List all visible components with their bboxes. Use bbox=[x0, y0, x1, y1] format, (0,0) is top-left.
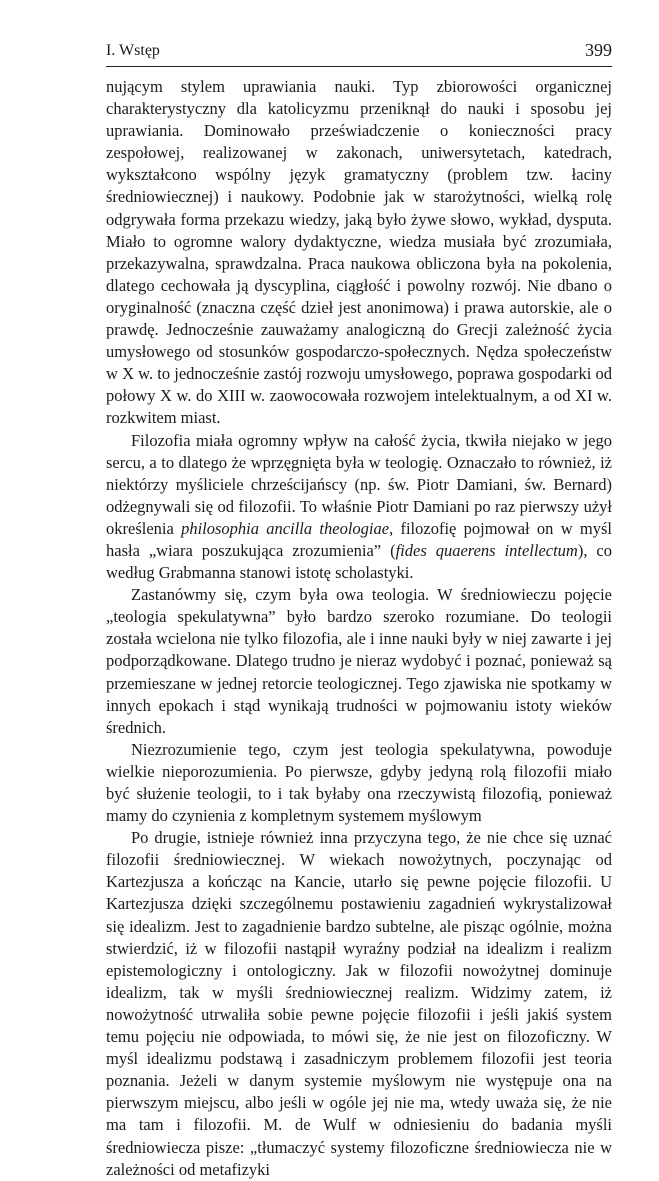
page-number: 399 bbox=[585, 40, 612, 60]
chapter-title: I. Wstęp bbox=[106, 42, 160, 59]
text-segment: nującym stylem uprawiania nauki. Typ zbiorowości organicznej charakterystyczny dla katolicyzmu przeniknął do nauki i sposobu jej uprawiania. Dominowało przeświadczenie o konieczności pracy zespołowej, realizowanej w zakonach, uniwersytetach, katedrach, wykształcono wspólny język gramatyczny (problem tzw. łaciny średniowiecznej) i naukowy. Podobnie jak w starożytności, wielką rolę odgrywała forma przekazu wiedzy, jaką było żywe słowo, wykład, dysputa. Miało to ogromne walory dydaktyczne, wiedza musiała być zrozumiała, przekazywalna, sprawdzalna. Praca naukowa obliczona była na pokolenia, dlatego cechowała ją dyscyplina, ciągłość i powolny rozwój. Nie dbano o oryginalność (znaczna część dzieł jest anonimowa) i prawa autorskie, ale o prawdę. Jednocześnie zauważamy analogiczną do Grecji zależność życia umysłowego od stosunków gospodarczo-społecznych. Nędza społeczeństw w X w. to jednocześnie zastój rozwoju umysłowego, poprawa gospodarki od połowy X w. do XIII w. zaowocowała rozwojem intelektualnym, a od XI w. rozkwitem miast. bbox=[106, 77, 612, 428]
text-segment: Niezrozumienie tego, czym jest teologia spekulatywna, powoduje wielkie nieporozumienia. Po pierwsze, gdyby jedyną rolą filozofii miało być służenie teologii, to i tak byłaby ona rzeczywistą filozofią, ponieważ mamy do czynienia z kompletnym systemem myślowym bbox=[106, 739, 612, 826]
latin-phrase: fides quaerens intellectum bbox=[395, 540, 578, 560]
text-segment: Zastanówmy się, czym była owa teologia. W średniowieczu pojęcie „teologia spekulatywna” było bardzo szeroko rozumiane. Do teologii została wcielona nie tylko filozofia, ale i inne nauki były w niej zawarte i jej podporządkowane. Dlatego trudno je nieraz wydobyć i poznać, ponieważ są przemieszane w jednej retorcie teologicznej. Tego zjawiska nie spotkamy w innych epokach i stąd wynikają trudności w pojmowaniu istoty wieków średnich. bbox=[106, 585, 612, 737]
paragraph bbox=[106, 76, 612, 430]
body-text bbox=[106, 76, 612, 1181]
latin-phrase: philosophia ancilla theologiae bbox=[181, 518, 390, 538]
paragraph bbox=[106, 584, 612, 739]
text-segment: Filozofia miała ogromny wpływ na całość życia, tkwiła niejako w jego sercu, a to dlatego że wprzęgnięta była w teologię. Oznaczało to również, iż niektórzy myśliciele chrześcijańscy (np. św. Piotr Damiani, św. Bernard) odżegnywali się od filozofii. To właśnie Piotr Damiani po raz pierwszy użył określenia bbox=[106, 430, 612, 538]
running-header bbox=[106, 36, 612, 67]
text-segment: , filozofię pojmował on w myśl hasła „wiara poszukująca zrozumienia” ( bbox=[106, 518, 612, 560]
paragraph bbox=[106, 739, 612, 827]
paragraph bbox=[106, 827, 612, 1181]
text-segment: Po drugie, istnieje również inna przyczyna tego, że nie chce się uznać filozofii średniowiecznej. W wiekach nowożytnych, poczynając od Kartezjusza a kończąc na Kancie, utarło się pewne pojęcie filozofii. U Kartezjusza dzięki szczególnemu postawieniu zagadnień wykrystalizował się idealizm. Jest to zagadnienie bardzo subtelne, ale pisząc ogólnie, można stwierdzić, iż w filozofii nastąpił wyraźny podział na idealizm i realizm epistemologiczny i ontologiczny. Jak w filozofii nowożytnej dominuje idealizm, tak w myśli średniowiecznej realizm. Widzimy zatem, iż nowożytność utrwaliła sobie pewne pojęcie filozofii i jeśli jakiś system temu pojęciu nie odpowiada, to mówi się, że nie jest on filozoficzny. W myśl idealizmu podstawą i zasadniczym problemem filozofii jest teoria poznania. Jeżeli w danym systemie myślowym nie występuje ona na pierwszym miejscu, albo jeśli w ogóle jej nie ma, wtedy uważa się, że nie ma tam i filozofii. M. de Wulf w odniesieniu do badania myśli średniowiecza pisze: „tłumaczyć systemy filozoficzne średniowiecza nie w zależności od metafizyki bbox=[106, 828, 612, 1179]
text-segment: ), co według Grabmanna stanowi istotę scholastyki. bbox=[106, 540, 612, 583]
paragraph bbox=[106, 430, 612, 585]
